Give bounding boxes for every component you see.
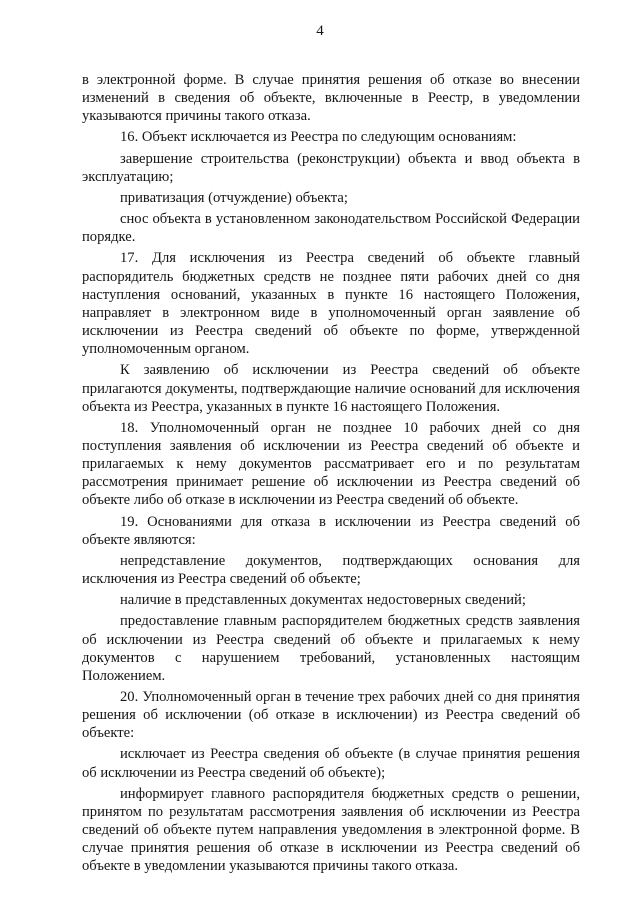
document-body — [82, 71, 580, 876]
paragraph-item-18: 18. Уполномоченный орган не позднее 10 рабочих дней со дня поступления заявления об исключении из Реестра сведений об объекте и прилагаемых к нему документов рассматривает его и по результатам рассмотрения принимает решение об исключении из Реестра сведений об объекте либо об отказе в исключении из Реестра сведений об объекте. — [82, 419, 580, 509]
paragraph-item-20: 20. Уполномоченный орган в течение трех рабочих дней со дня принятия решения об исключении (об отказе в исключении) из Реестра сведений об объекте: — [82, 689, 580, 742]
paragraph-item-19: 19. Основаниями для отказа в исключении из Реестра сведений об объекте являются: — [82, 513, 580, 548]
paragraph-ground-construction: завершение строительства (реконструкции) объекта и ввод объекта в эксплуатацию; — [82, 150, 580, 185]
paragraph-item-17: 17. Для исключения из Реестра сведений об объекте главный распорядитель бюджетных средств не позднее пяти рабочих дней со дня наступления оснований, указанных в пункте 16 настоящего Положения, направляет в электронном виде в уполномоченный орган заявление об исключении из Реестра сведений об объекте по форме, утвержденной уполномоченным органом. — [82, 250, 580, 358]
paragraph-action-exclude: исключает из Реестра сведения об объекте (в случае принятия решения об исключении из Реестра сведений об объекте); — [82, 746, 580, 781]
paragraph-ground-privatization: приватизация (отчуждение) объекта; — [120, 189, 348, 206]
paragraph-ground-demolition: снос объекта в установленном законодательством Российской Федерации порядке. — [82, 211, 580, 246]
page-number: 4 — [316, 23, 324, 39]
paragraph-refusal-violation: предоставление главным распорядителем бюджетных средств заявления об исключении из Реестра сведений об объекте и прилагаемых к нему документов с нарушением требований, установленных настоящим Положением. — [82, 613, 580, 684]
paragraph-refusal-false-info: наличие в представленных документах недостоверных сведений; — [120, 592, 526, 609]
paragraph-continuation: в электронной форме. В случае принятия решения об отказе во внесении изменений в сведения об объекте, включенные в Реестр, в уведомлении указываются причины такого отказа. — [82, 72, 580, 125]
paragraph-item-17-documents: К заявлению об исключении из Реестра сведений об объекте прилагаются документы, подтверждающие наличие оснований для исключения объекта из Реестра, указанных в пункте 16 настоящего Положения. — [82, 362, 580, 415]
paragraph-item-16: 16. Объект исключается из Реестра по следующим основаниям: — [120, 129, 517, 146]
paragraph-refusal-missing-docs: непредставление документов, подтверждающих основания для исключения из Реестра сведений об объекте; — [82, 552, 580, 588]
paragraph-action-inform: информирует главного распорядителя бюджетных средств о решении, принятом по результатам рассмотрения заявления об исключении из Реестра сведений об объекте путем направления уведомления в электронной форме. В случае принятия решения об отказе в исключении из Реестра сведений об объекте в уведомлении указываются причины такого отказа. — [82, 785, 580, 875]
